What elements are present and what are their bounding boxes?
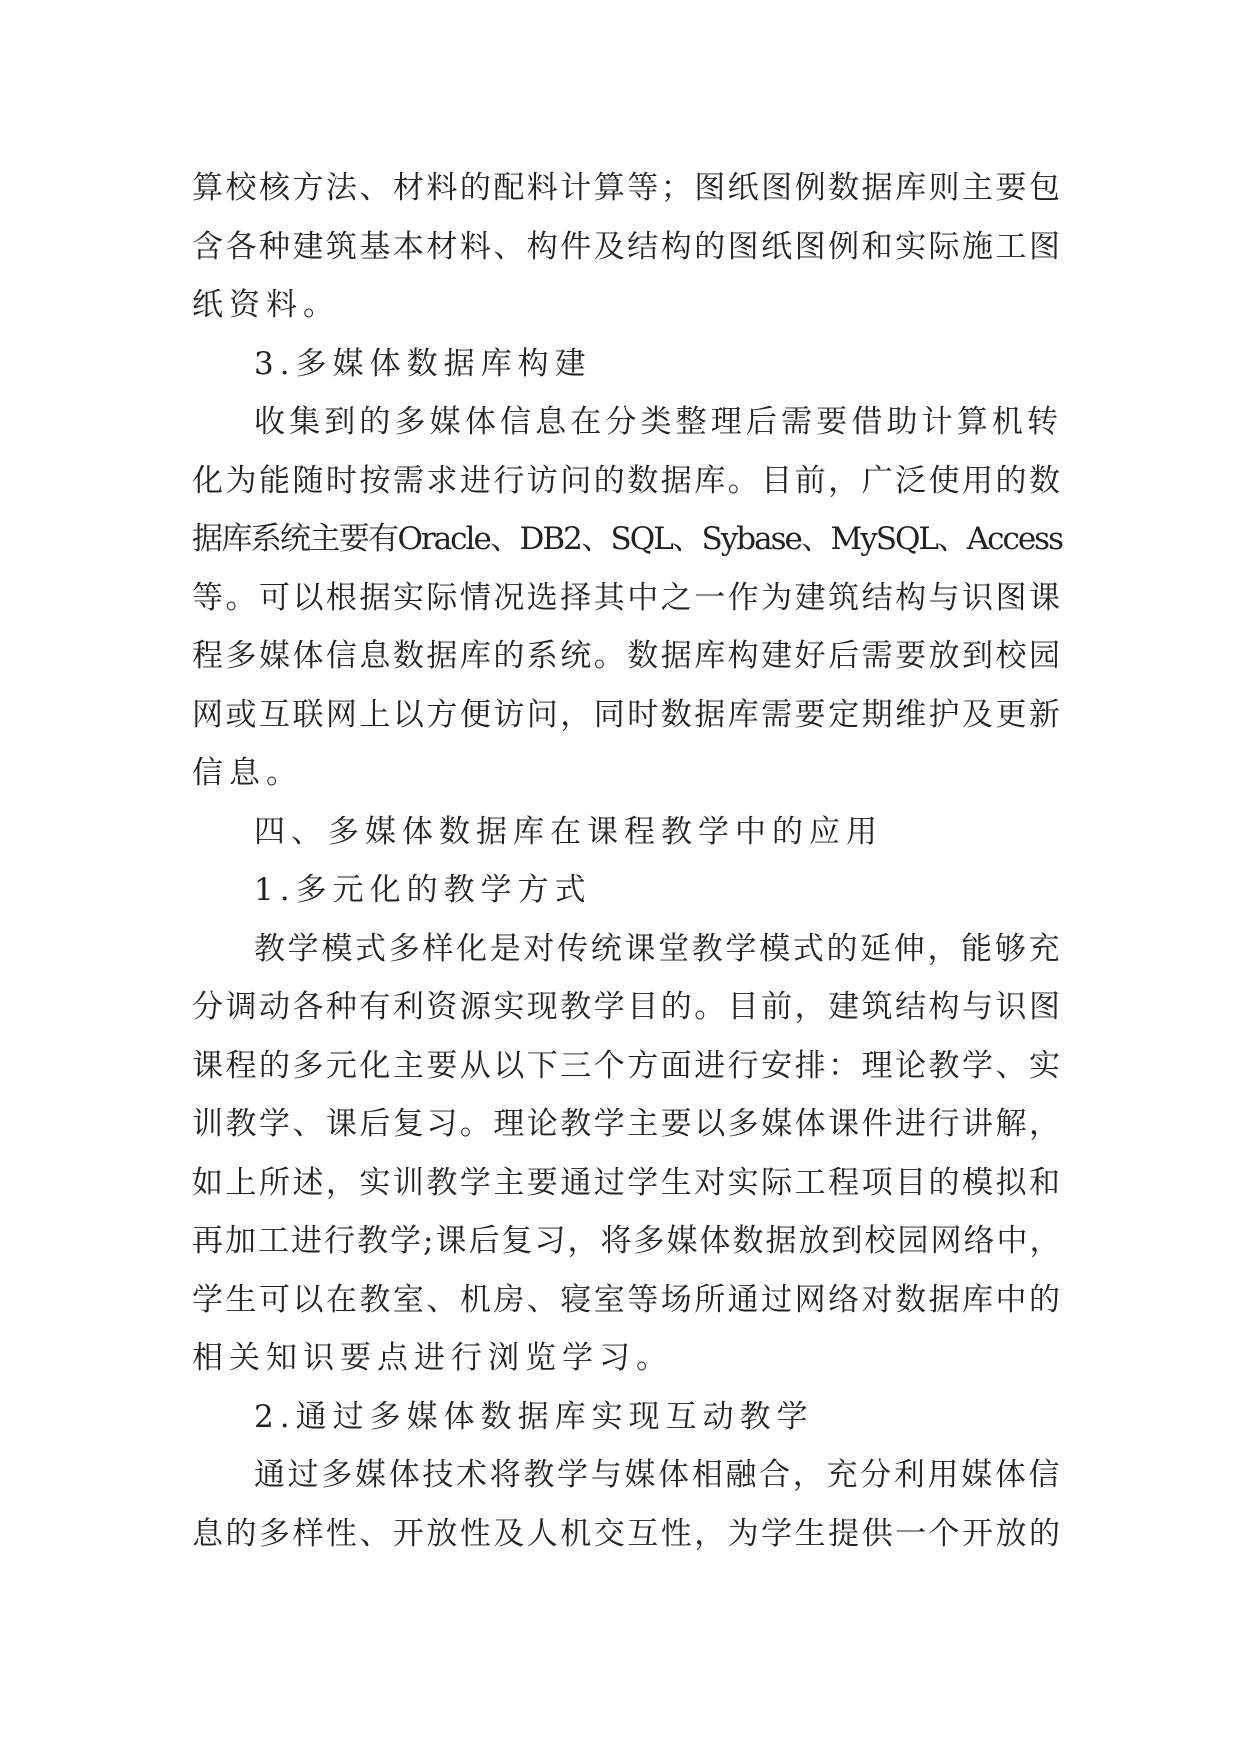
text-line: 纸资料。	[192, 287, 340, 323]
text-line: 相关知识要点进行浏览学习。	[192, 1340, 673, 1376]
text-line: 分调动各种有利资源实现教学目的。目前，建筑结构与识图	[192, 989, 1062, 1025]
text-line: 息的多样性、开放性及人机交互性，为学生提供一个开放的	[192, 1515, 1062, 1552]
text-line: 含各种建筑基本材料、构件及结构的图纸图例和实际施工图	[192, 228, 1062, 265]
text-line: 信息。	[192, 755, 303, 791]
text-line: 训教学、课后复习。理论教学主要以多媒体课件进行讲解，	[192, 1106, 1062, 1142]
document-body	[192, 159, 1062, 1563]
text-line: 据库系统主要有Oracle、DB2、SQL、Sybase、MySQL、Access	[192, 521, 1062, 557]
text-line: 网或互联网上以方便访问，同时数据库需要定期维护及更新	[192, 696, 1062, 733]
text-line: 课程的多元化主要从以下三个方面进行安排：理论教学、实	[192, 1047, 1062, 1084]
text-line: 程多媒体信息数据库的系统。数据库构建好后需要放到校园	[192, 638, 1062, 674]
text-line: 等。可以根据实际情况选择其中之一作为建筑结构与识图课	[192, 579, 1062, 616]
section-heading: 2.通过多媒体数据库实现互动教学	[254, 1398, 814, 1435]
section-heading: 3.多媒体数据库构建	[254, 345, 592, 382]
text-line: 再加工进行教学;课后复习，将多媒体数据放到校园网络中，	[192, 1223, 1063, 1259]
text-line: 收集到的多媒体信息在分类整理后需要借助计算机转	[254, 404, 1062, 440]
text-line: 学生可以在教室、机房、寝室等场所通过网络对数据库中的	[192, 1281, 1062, 1318]
section-heading: 1.多元化的教学方式	[254, 872, 592, 908]
text-line: 化为能随时按需求进行访问的数据库。目前，广泛使用的数	[192, 462, 1062, 499]
text-line: 算校核方法、材料的配料计算等；图纸图例数据库则主要包	[192, 170, 1062, 206]
section-heading: 四、多媒体数据库在课程教学中的应用	[254, 813, 883, 850]
text-line: 教学模式多样化是对传统课堂教学模式的延伸，能够充	[254, 930, 1062, 967]
text-line: 通过多媒体技术将教学与媒体相融合，充分利用媒体信	[254, 1457, 1062, 1493]
text-line: 如上所述，实训教学主要通过学生对实际工程项目的模拟和	[192, 1164, 1062, 1201]
